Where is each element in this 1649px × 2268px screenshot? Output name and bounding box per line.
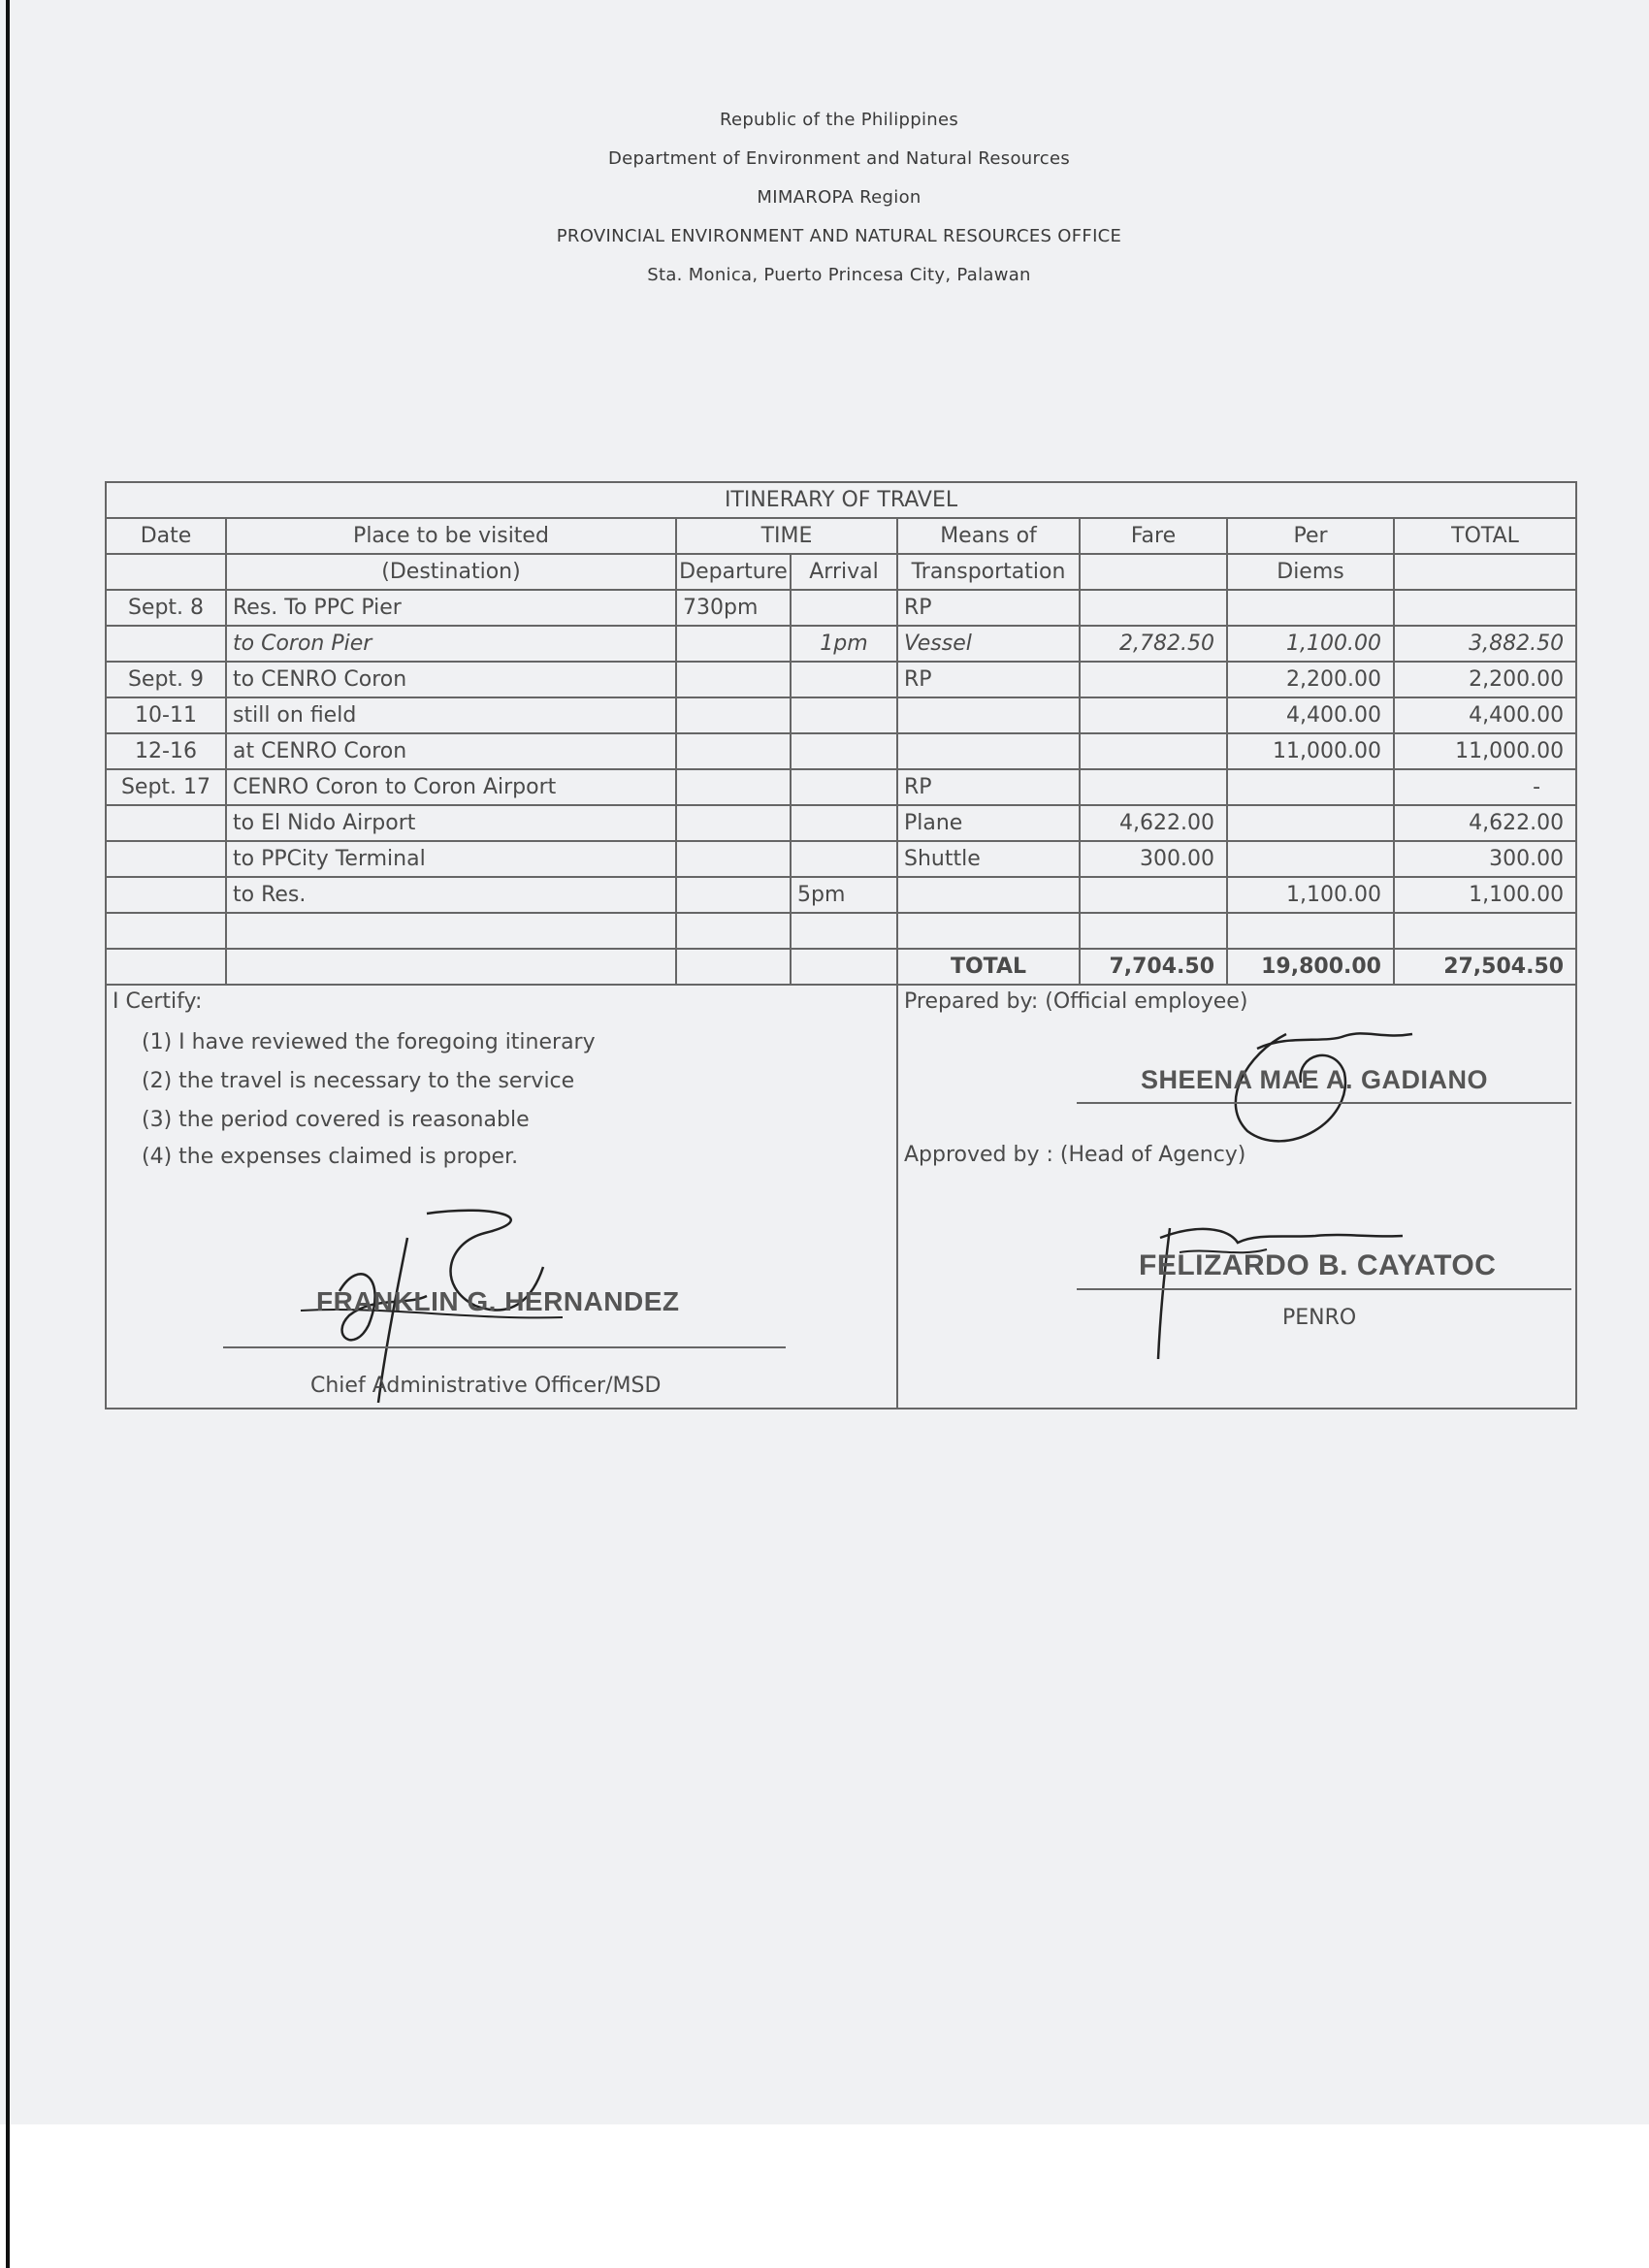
cell-per-diem: 2,200.00 <box>1227 662 1394 697</box>
approved-title: PENRO <box>1282 1306 1357 1330</box>
cell-means: Plane <box>897 805 1080 841</box>
approved-signature-line <box>1077 1288 1571 1290</box>
header-time: TIME <box>676 518 897 554</box>
header-date: Date <box>106 518 226 554</box>
letterhead-department: Department of Environment and Natural Resources <box>607 148 1071 169</box>
table-row <box>106 877 1576 913</box>
cell-means <box>897 733 1080 769</box>
letterhead-region: MIMAROPA Region <box>757 187 922 208</box>
header-date-blank <box>106 554 226 590</box>
cell-date: Sept. 9 <box>106 662 226 697</box>
certify-item-1: (1) I have reviewed the foregoing itinerary <box>142 1030 596 1054</box>
cell-date: Sept. 8 <box>106 590 226 626</box>
cell-per-diem <box>1227 805 1394 841</box>
certify-signature-line <box>223 1346 786 1348</box>
header-total: TOTAL <box>1394 518 1576 554</box>
cell-arrival <box>791 662 897 697</box>
cell-means <box>897 697 1080 733</box>
cell-place: still on field <box>226 697 676 733</box>
cell-place: Res. To PPC Pier <box>226 590 676 626</box>
cell-place: to CENRO Coron <box>226 662 676 697</box>
cell-per-diem: 1,100.00 <box>1227 877 1394 913</box>
header-total-blank <box>1394 554 1576 590</box>
table-row <box>106 590 1576 626</box>
cell-date <box>106 626 226 662</box>
certify-item-4: (4) the expenses claimed is proper. <box>142 1145 519 1169</box>
cell-date <box>106 805 226 841</box>
cell-departure: 730pm <box>676 590 791 626</box>
cell-total: 300.00 <box>1394 841 1576 877</box>
prepared-signature-line <box>1077 1102 1571 1104</box>
cell-date: 10-11 <box>106 697 226 733</box>
table-row <box>106 805 1576 841</box>
header-fare-blank <box>1080 554 1227 590</box>
cell-per-diem <box>1227 590 1394 626</box>
cell-departure <box>676 662 791 697</box>
letterhead-address: Sta. Monica, Puerto Princesa City, Palawan <box>647 265 1031 285</box>
cell-departure <box>676 697 791 733</box>
cell-fare <box>1080 877 1227 913</box>
cell-total: 3,882.50 <box>1394 626 1576 662</box>
certify-heading: I Certify: <box>113 989 203 1014</box>
itinerary-title: ITINERARY OF TRAVEL <box>106 482 1576 518</box>
scan-edge-rule <box>6 0 10 2268</box>
header-means: Means of <box>897 518 1080 554</box>
cell-place: to Res. <box>226 877 676 913</box>
cell-means: RP <box>897 590 1080 626</box>
cell-departure <box>676 877 791 913</box>
cell-fare <box>1080 769 1227 805</box>
cell-total: 2,200.00 <box>1394 662 1576 697</box>
cell-total: 4,400.00 <box>1394 697 1576 733</box>
header-departure: Departure <box>676 554 791 590</box>
certify-item-2: (2) the travel is necessary to the service <box>142 1069 575 1093</box>
cell-fare <box>1080 590 1227 626</box>
cell-date <box>106 841 226 877</box>
cell-place: to Coron Pier <box>226 626 676 662</box>
header-destination: (Destination) <box>226 554 676 590</box>
cell-fare: 300.00 <box>1080 841 1227 877</box>
cell-arrival: 1pm <box>791 626 897 662</box>
table-row <box>106 662 1576 697</box>
cell-date: 12-16 <box>106 733 226 769</box>
certification-block <box>106 985 897 1409</box>
cell-place: to El Nido Airport <box>226 805 676 841</box>
cell-fare <box>1080 662 1227 697</box>
letterhead-republic: Republic of the Philippines <box>719 110 959 130</box>
table-row <box>106 626 1576 662</box>
cell-departure <box>676 841 791 877</box>
cayatoc-signature <box>1121 1209 1412 1364</box>
cell-per-diem <box>1227 841 1394 877</box>
cell-total: - <box>1394 769 1576 805</box>
cell-departure <box>676 769 791 805</box>
cell-means <box>897 877 1080 913</box>
prepared-name: SHEENA MAE A. GADIANO <box>1141 1065 1489 1094</box>
cell-arrival <box>791 590 897 626</box>
cell-total: 11,000.00 <box>1394 733 1576 769</box>
totals-per-diem: 19,800.00 <box>1227 949 1394 985</box>
cell-means: RP <box>897 662 1080 697</box>
totals-row <box>106 949 1576 985</box>
cell-date <box>106 877 226 913</box>
cell-place: to PPCity Terminal <box>226 841 676 877</box>
table-row <box>106 769 1576 805</box>
cell-place: at CENRO Coron <box>226 733 676 769</box>
table-row <box>106 733 1576 769</box>
cell-means: Vessel <box>897 626 1080 662</box>
cell-departure <box>676 733 791 769</box>
cell-arrival <box>791 733 897 769</box>
approved-label: Approved by : (Head of Agency) <box>904 1143 1246 1167</box>
table-row-empty <box>106 913 1576 949</box>
cell-fare: 2,782.50 <box>1080 626 1227 662</box>
cell-fare: 4,622.00 <box>1080 805 1227 841</box>
cell-departure <box>676 626 791 662</box>
cell-fare <box>1080 697 1227 733</box>
approval-block <box>897 985 1576 1409</box>
letterhead-office: PROVINCIAL ENVIRONMENT AND NATURAL RESOURCES OFFICE <box>556 226 1122 246</box>
header-arrival: Arrival <box>791 554 897 590</box>
cell-per-diem: 11,000.00 <box>1227 733 1394 769</box>
letterhead <box>0 101 1649 295</box>
cell-total: 4,622.00 <box>1394 805 1576 841</box>
header-place: Place to be visited <box>226 518 676 554</box>
totals-fare: 7,704.50 <box>1080 949 1227 985</box>
itinerary-table <box>105 481 1577 1409</box>
cell-per-diem <box>1227 769 1394 805</box>
certify-signatory-name: FRANKLIN G. HERNANDEZ <box>316 1286 680 1316</box>
table-row <box>106 697 1576 733</box>
header-diems: Diems <box>1227 554 1394 590</box>
approved-name: FELIZARDO B. CAYATOC <box>1139 1249 1497 1281</box>
cell-departure <box>676 805 791 841</box>
certify-signatory-title: Chief Administrative Officer/MSD <box>310 1374 662 1398</box>
cell-total <box>1394 590 1576 626</box>
cell-means: Shuttle <box>897 841 1080 877</box>
cell-place: CENRO Coron to Coron Airport <box>226 769 676 805</box>
cell-means: RP <box>897 769 1080 805</box>
cell-arrival <box>791 769 897 805</box>
header-transportation: Transportation <box>897 554 1080 590</box>
cell-per-diem: 4,400.00 <box>1227 697 1394 733</box>
header-per: Per <box>1227 518 1394 554</box>
table-row <box>106 841 1576 877</box>
cell-fare <box>1080 733 1227 769</box>
prepared-label: Prepared by: (Official employee) <box>904 989 1248 1014</box>
cell-per-diem: 1,100.00 <box>1227 626 1394 662</box>
cell-date: Sept. 17 <box>106 769 226 805</box>
totals-grand: 27,504.50 <box>1394 949 1576 985</box>
cell-arrival: 5pm <box>791 877 897 913</box>
certify-item-3: (3) the period covered is reasonable <box>142 1108 530 1132</box>
cell-total: 1,100.00 <box>1394 877 1576 913</box>
cell-arrival <box>791 697 897 733</box>
cell-arrival <box>791 805 897 841</box>
totals-label: TOTAL <box>897 949 1080 985</box>
header-fare: Fare <box>1080 518 1227 554</box>
cell-arrival <box>791 841 897 877</box>
